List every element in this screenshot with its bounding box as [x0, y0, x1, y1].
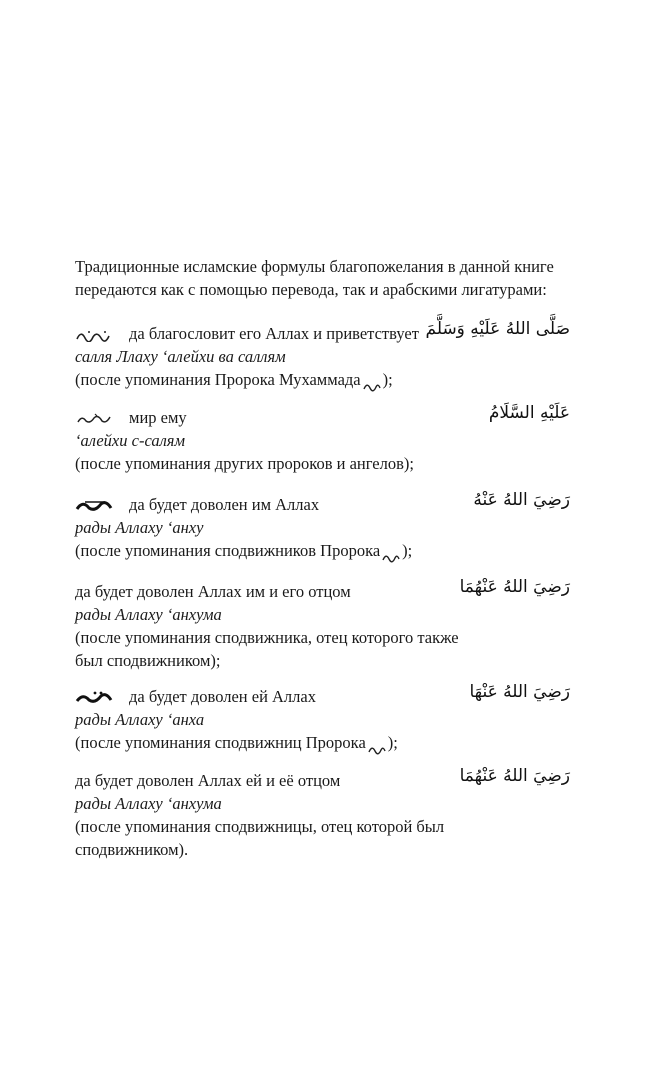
formula-transliteration: рады Аллаху ʻанху	[75, 518, 204, 537]
formula-transliteration: рады Аллаху ʻанха	[75, 710, 205, 729]
formula-arabic: عَلَيْهِ السَّلَامُ	[488, 403, 570, 423]
formula-transliteration: рады Аллаху ʻанхума	[75, 605, 222, 624]
formula-entry-alayhi-salam	[75, 403, 570, 475]
formula-meaning-line	[75, 682, 570, 708]
formula-usage-note-text: (после упоминания сподвижниц Пророка	[75, 733, 366, 752]
formula-meaning: да будет доволен ей Аллах	[129, 687, 316, 706]
salawat-ligature-icon	[363, 375, 381, 387]
radiyallahu-anha-ligature-icon	[75, 691, 115, 705]
salawat-ligature-icon	[75, 328, 115, 342]
salawat-ligature-icon	[368, 738, 386, 750]
radiyallahu-anhu-ligature-icon	[75, 499, 115, 513]
formula-transliteration: ʻалейхи с-салям	[75, 431, 185, 450]
salawat-ligature-icon	[382, 546, 400, 558]
formula-entry-radiyallahu-anhuma-father	[75, 577, 570, 672]
formula-usage-note	[75, 368, 570, 391]
intro-paragraph	[75, 255, 570, 301]
alayhi-salam-ligature-icon	[75, 412, 115, 426]
formula-meaning-line	[75, 319, 570, 345]
formula-usage-note	[75, 539, 570, 562]
formula-meaning-line	[75, 403, 570, 429]
formula-meaning-line	[75, 490, 570, 516]
formula-usage-note-text: (после упоминания сподвижников Пророка	[75, 541, 381, 560]
intro-line-2: передаются как с помощью перевода, так и арабскими лигатурами:	[75, 280, 547, 299]
formula-meaning: да благословит его Аллах и приветствует	[129, 324, 419, 343]
formula-arabic: رَضِيَ اللهُ عَنْهُ	[473, 490, 570, 510]
formula-entry-radiyallahu-anhuma-mother	[75, 766, 570, 861]
formula-usage-note-line-2: был сподвижником);	[75, 651, 221, 670]
formula-meaning: да будет доволен Аллах ей и её отцом	[75, 771, 341, 790]
intro-line-1: Традиционные исламские формулы благопожелания в данной книге	[75, 257, 554, 276]
formula-entry-salawat	[75, 319, 570, 391]
formula-meaning-line	[75, 766, 570, 792]
formula-arabic: رَضِيَ اللهُ عَنْهُمَا	[459, 577, 570, 597]
formula-entry-radiyallahu-anhu	[75, 490, 570, 562]
formula-arabic: رَضِيَ اللهُ عَنْهُمَا	[459, 766, 570, 786]
formula-usage-note-line-1: (после упоминания сподвижницы, отец которой был	[75, 817, 445, 836]
formula-transliteration: рады Аллаху ʻанхума	[75, 794, 222, 813]
formula-usage-note: (после упоминания других пророков и ангелов);	[75, 454, 414, 473]
formula-usage-note-text: (после упоминания Пророка Мухаммада	[75, 370, 361, 389]
formula-usage-note-end: );	[382, 370, 393, 389]
formula-usage-note-end: );	[402, 541, 413, 560]
formula-meaning: да будет доволен им Аллах	[129, 495, 320, 514]
formula-meaning: мир ему	[129, 408, 187, 427]
formula-meaning-line	[75, 577, 570, 603]
formula-usage-note-line-1: (после упоминания сподвижника, отец которого также	[75, 628, 459, 647]
formula-transliteration: салля Ллаху ʻалейхи ва саллям	[75, 347, 286, 366]
formula-arabic: رَضِيَ اللهُ عَنْهَا	[469, 682, 570, 702]
formula-arabic: صَلَّى اللهُ عَلَيْهِ وَسَلَّمَ	[425, 319, 570, 339]
formula-meaning: да будет доволен Аллах им и его отцом	[75, 582, 351, 601]
formula-entry-radiyallahu-anha	[75, 682, 570, 754]
formula-usage-note-end: );	[387, 733, 398, 752]
formula-usage-note-line-2: сподвижником).	[75, 840, 189, 859]
formula-usage-note	[75, 731, 570, 754]
